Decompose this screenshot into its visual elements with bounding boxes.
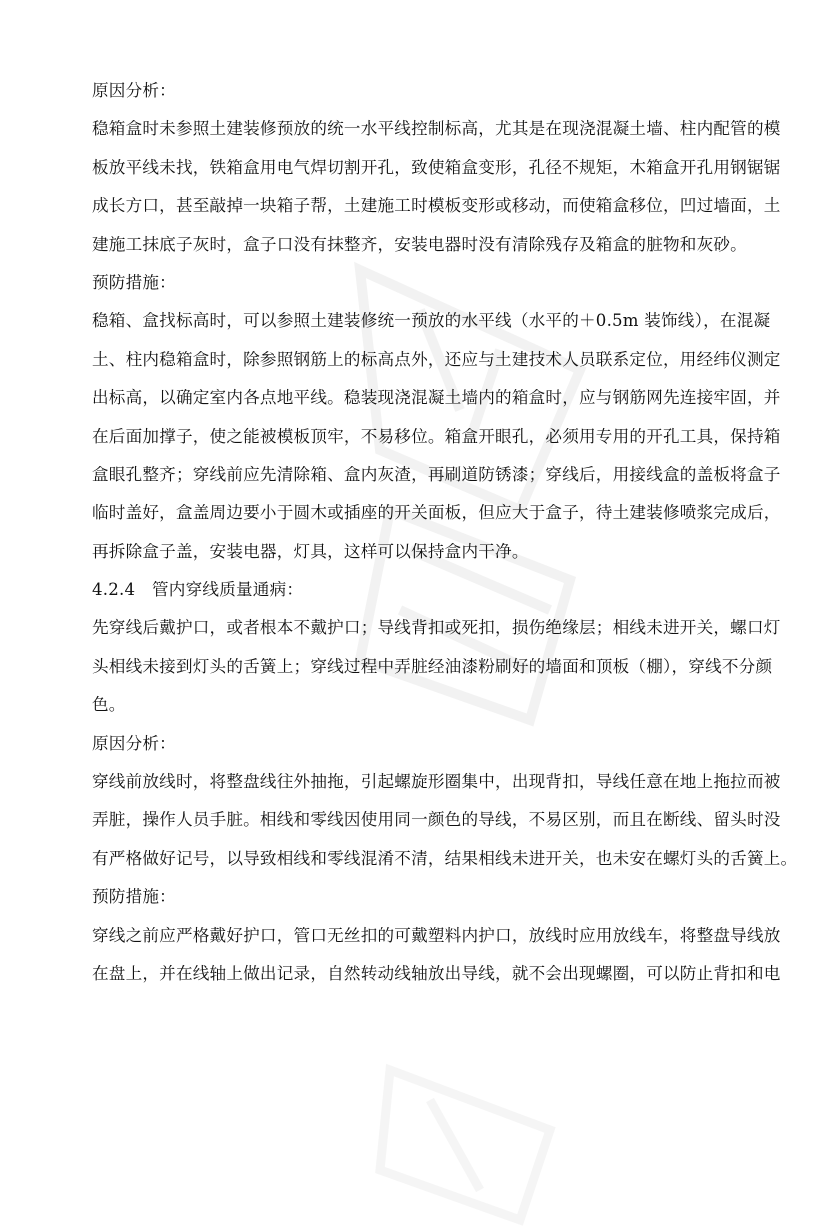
paragraph-line: 板放平线未找，铁箱盒用电气焊切割开孔，致使箱盒变形，孔径不规矩，木箱盒开孔用钢锯锯 xyxy=(92,157,781,177)
paragraph-line: 穿线之前应严格戴好护口，管口无丝扣的可戴塑料内护口，放线时应用放线车，将整盘导线放 xyxy=(92,925,781,945)
paragraph-line: 在盘上，并在线轴上做出记录，自然转动线轴放出导线，就不会出现螺圈，可以防止背扣和电 xyxy=(92,963,781,983)
section-heading-4-2-4: 4.2.4 管内穿线质量通病： xyxy=(92,580,304,600)
paragraph-line: 色。 xyxy=(92,695,126,715)
paragraph-line: 稳箱盒时未参照土建装修预放的统一水平线控制标高，尤其是在现浇混凝土墙、柱内配管的模 xyxy=(92,119,781,139)
paragraph-line: 再拆除盒子盖，安装电器，灯具，这样可以保持盒内干净。 xyxy=(92,541,529,561)
paragraph-line: 在后面加撑子，使之能被模板顶牢，不易移位。箱盒开眼孔，必须用专用的开孔工具，保持箱 xyxy=(92,426,781,446)
paragraph-line: 建施工抹底子灰时，盒子口没有抹整齐，安装电器时没有清除残存及箱盒的脏物和灰砂。 xyxy=(92,234,747,254)
heading-cause-analysis: 原因分析： xyxy=(92,733,176,753)
paragraph-line: 稳箱、盒找标高时，可以参照土建装修统一预放的水平线（水平的＋0.5m 装饰线），在混凝 xyxy=(92,311,771,331)
paragraph-line: 出标高，以确定室内各点地平线。稳装现浇混凝土墙内的箱盒时，应与钢筋网先连接牢固，并 xyxy=(92,388,781,408)
heading-prevention-measures: 预防措施： xyxy=(92,272,176,292)
paragraph-line: 土、柱内稳箱盒时，除参照钢筋上的标高点外，还应与土建技术人员联系定位，用经纬仪测定 xyxy=(92,349,781,369)
heading-prevention-measures: 预防措施： xyxy=(92,887,176,907)
paragraph-line: 穿线前放线时，将整盘线往外抽拖，引起螺旋形圈集中，出现背扣，导线任意在地上拖拉而被 xyxy=(92,772,781,792)
heading-cause-analysis: 原因分析： xyxy=(92,81,176,100)
paragraph-line: 头相线未接到灯头的舌簧上；穿线过程中弄脏经油漆粉刷好的墙面和顶板（棚），穿线不分颜 xyxy=(92,656,773,676)
paragraph-line: 先穿线后戴护口，或者根本不戴护口；导线背扣或死扣，损伤绝缘层；相线未进开关，螺口灯 xyxy=(92,618,781,638)
paragraph-line: 有严格做好记号，以导致相线和零线混淆不清，结果相线未进开关，也未安在螺灯头的舌簧上。 xyxy=(92,848,798,868)
paragraph-line: 临时盖好，盒盖周边要小于圆木或插座的开关面板，但应大于盒子，待土建装修喷浆完成后， xyxy=(92,503,781,523)
paragraph-line: 盒眼孔整齐；穿线前应先清除箱、盒内灰渣，再刷道防锈漆；穿线后，用接线盒的盖板将盒子 xyxy=(92,464,781,484)
paragraph-line: 弄脏，操作人员手脏。相线和零线因使用同一颜色的导线，不易区别，而且在断线、留头时没 xyxy=(92,810,781,830)
paragraph-line: 成长方口，甚至敲掉一块箱子帮，土建施工时模板变形或移动，而使箱盒移位，凹过墙面，土 xyxy=(92,196,781,216)
